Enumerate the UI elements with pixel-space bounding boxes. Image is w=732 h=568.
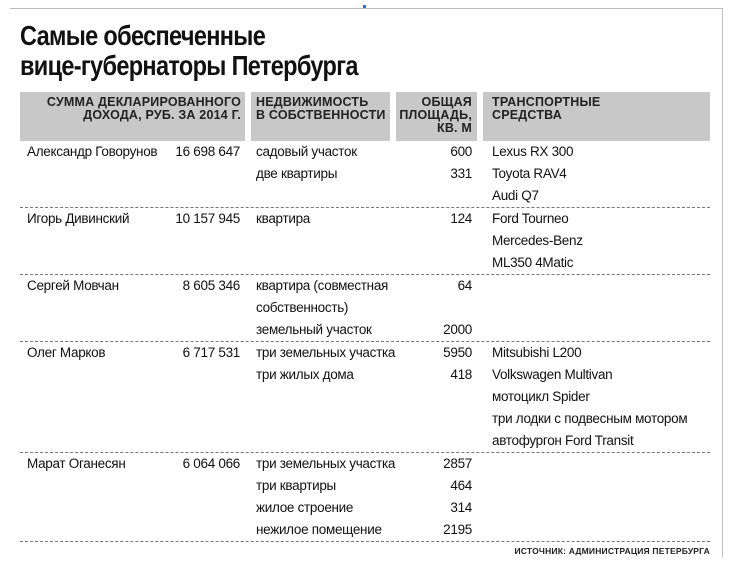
table-row (20, 475, 710, 497)
header-income (20, 92, 245, 141)
property-item: две квартиры (256, 166, 338, 181)
property-area: 464 (450, 478, 472, 493)
table-row (20, 342, 710, 364)
header-property-line-2: В СОБСТВЕННОСТИ (256, 108, 386, 122)
property-item: садовый участок (256, 144, 357, 159)
table-row (20, 453, 710, 475)
property-area: 314 (450, 500, 472, 515)
table-row (20, 430, 710, 452)
person-income: 10 157 945 (175, 211, 240, 226)
property-area: 5950 (443, 345, 472, 360)
table-row (20, 319, 710, 341)
person-group (20, 453, 710, 542)
header-vehicles-line-2: СРЕДСТВА (492, 108, 562, 122)
property-item: три жилых дома (256, 367, 354, 382)
vehicle-item: ML350 4Matic (492, 255, 574, 270)
vehicle-item: Mitsubishi L200 (492, 345, 582, 360)
person-name: Марат Оганесян (27, 456, 126, 471)
property-area: 331 (450, 166, 472, 181)
property-area: 418 (450, 367, 472, 382)
person-name: Сергей Мовчан (27, 278, 119, 293)
page-title (20, 21, 600, 81)
declarations-table (20, 141, 710, 542)
table-row (20, 519, 710, 541)
header-area-line-2: ПЛОЩАДЬ, (399, 108, 472, 122)
person-name: Игорь Дивинский (27, 211, 130, 226)
vehicle-item: Lexus RX 300 (492, 144, 574, 159)
header-vehicles-line-1: ТРАНСПОРТНЫЕ (492, 95, 601, 109)
table-row (20, 141, 710, 163)
table-row (20, 163, 710, 185)
property-item: квартира (совместная (256, 278, 389, 293)
header-income-line-2: ДОХОДА, РУБ. ЗА 2014 Г. (83, 108, 241, 122)
table-row (20, 275, 710, 297)
source-note: ИСТОЧНИК: АДМИНИСТРАЦИЯ ПЕТЕРБУРГА (514, 546, 710, 556)
header-vehicles (483, 92, 710, 141)
person-group (20, 275, 710, 342)
property-area: 2857 (443, 456, 472, 471)
person-name: Александр Говорунов (27, 144, 158, 159)
vehicle-item: Ford Tourneo (492, 211, 569, 226)
header-area-line-3: КВ. М (436, 121, 472, 135)
person-group (20, 342, 710, 453)
header-area (396, 92, 477, 141)
person-income: 6 064 066 (182, 456, 240, 471)
table-row (20, 297, 710, 319)
property-item: собственность) (256, 300, 349, 315)
table-row (20, 185, 710, 207)
person-income: 16 698 647 (175, 144, 240, 159)
property-item: три земельных участка (256, 345, 396, 360)
vehicle-item: Audi Q7 (492, 188, 539, 203)
property-area: 2000 (443, 322, 472, 337)
property-area: 124 (450, 211, 472, 226)
property-area: 64 (457, 278, 472, 293)
top-marker (363, 5, 366, 8)
header-income-line-1: СУММА ДЕКЛАРИРОВАННОГО (46, 95, 241, 109)
property-item: три квартиры (256, 478, 336, 493)
vehicle-item: автофургон Ford Transit (492, 433, 634, 448)
vehicle-item: мотоцикл Spider (492, 389, 590, 404)
table-row (20, 497, 710, 519)
vehicle-item: три лодки с подвесным мотором (492, 411, 688, 426)
person-income: 6 717 531 (182, 345, 240, 360)
property-item: три земельных участка (256, 456, 396, 471)
title-line-1: Самые обеспеченные (20, 20, 266, 51)
table-row (20, 364, 710, 386)
person-name: Олег Марков (27, 345, 106, 360)
person-group (20, 208, 710, 275)
vehicle-item: Mercedes-Benz (492, 233, 583, 248)
property-item: земельный участок (256, 322, 372, 337)
header-property (251, 92, 390, 141)
property-item: квартира (256, 211, 310, 226)
title-line-2: вице-губернаторы Петербурга (20, 50, 358, 81)
header-property-line-1: НЕДВИЖИМОСТЬ (256, 95, 369, 109)
property-area: 2195 (443, 522, 472, 537)
table-row (20, 230, 710, 252)
person-group (20, 141, 710, 208)
property-item: нежилое помещение (256, 522, 382, 537)
table-row (20, 386, 710, 408)
table-row (20, 208, 710, 230)
table-row (20, 252, 710, 274)
vehicle-item: Toyota RAV4 (492, 166, 567, 181)
vehicle-item: Volkswagen Multivan (492, 367, 613, 382)
header-area-line-1: ОБЩАЯ (421, 95, 472, 109)
property-item: жилое строение (256, 500, 354, 515)
table-row (20, 408, 710, 430)
property-area: 600 (450, 144, 472, 159)
person-income: 8 605 346 (182, 278, 240, 293)
